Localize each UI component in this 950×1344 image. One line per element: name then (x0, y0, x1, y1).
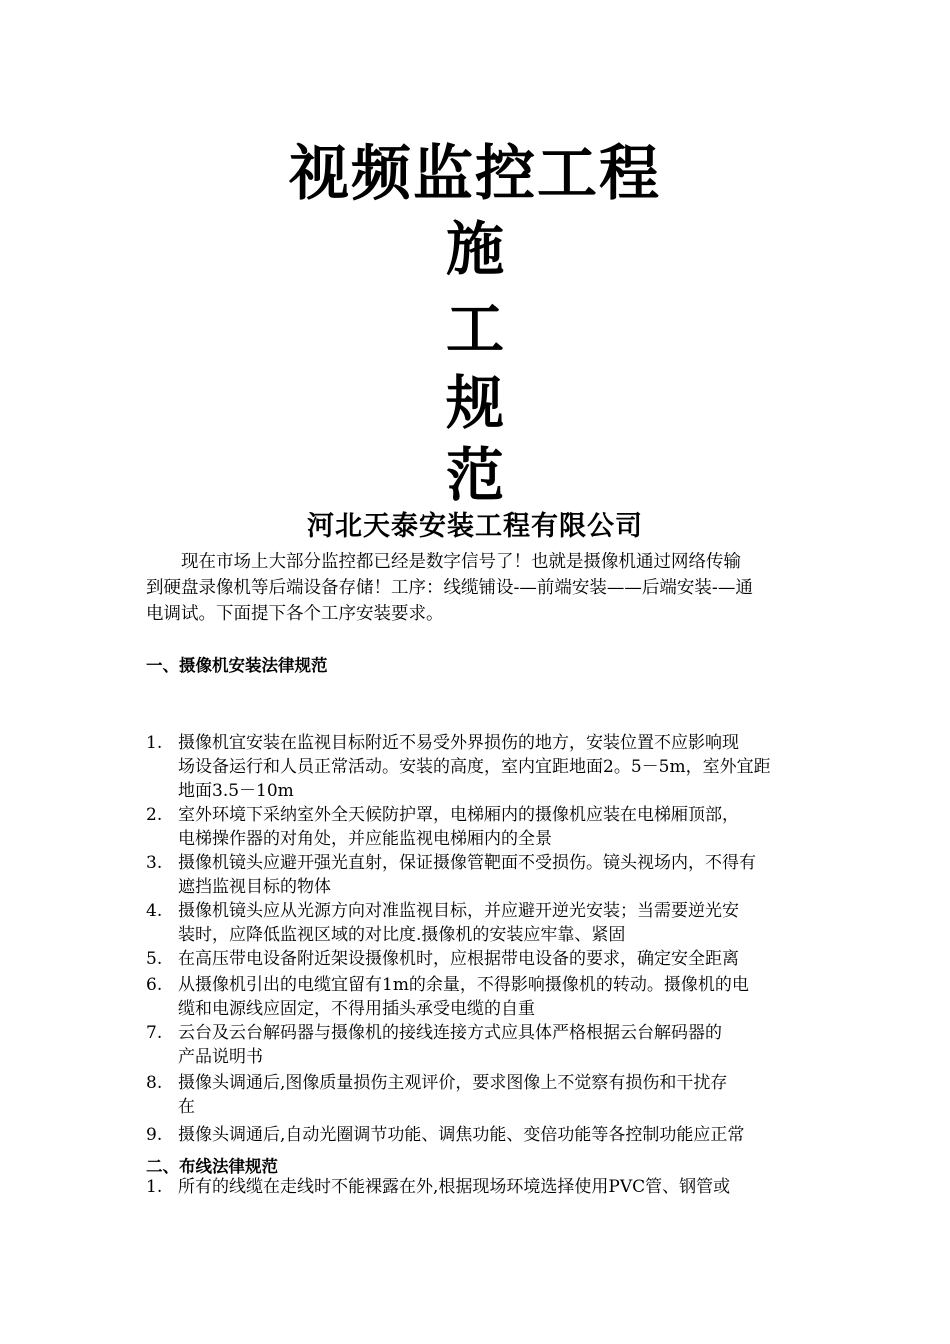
title-char-3: 规 (445, 369, 504, 437)
list-item-text: 从摄像机引出的电缆宜留有1m的余量，不得影响摄像机的转动。摄像机的电 (178, 975, 749, 995)
list-item-text: 遮挡监视目标的物体 (178, 877, 331, 897)
list-item-number: 6. (146, 975, 163, 995)
section-heading-2: 二、布线法律规范 (146, 1157, 278, 1176)
list-item-text: 在 (178, 1097, 195, 1117)
title-char-4: 范 (445, 441, 504, 509)
title-char-2: 工 (445, 295, 504, 363)
list-item-text: 室外环境下采纳室外全天候防护罩，电梯厢内的摄像机应装在电梯厢顶部， (178, 805, 739, 825)
list-item-text: 缆和电源线应固定，不得用插头承受电缆的自重 (178, 999, 535, 1019)
document-title: 视频监控工程 (289, 139, 661, 209)
intro-line-3: 电调试。下面提下各个工序安装要求。 (146, 604, 444, 624)
list-item-text: 摄像头调通后,图像质量损伤主观评价，要求图像上不觉察有损伤和干扰存 (178, 1073, 728, 1093)
list-item-number: 9. (146, 1125, 163, 1145)
list-item-text: 摄像机镜头应从光源方向对准监视目标，并应避开逆光安装；当需要逆光安 (178, 901, 739, 921)
list-item-number: 1. (146, 733, 163, 753)
list-item-text: 在高压带电设备附近架设摄像机时，应根据带电设备的要求，确定安全距离 (178, 949, 739, 969)
list-item-text: 电梯操作器的对角处，并应能监视电梯厢内的全景 (178, 829, 552, 849)
title-char-1: 施 (445, 215, 504, 283)
list-item-number: 2. (146, 805, 163, 825)
list-item-number: 7. (146, 1023, 163, 1043)
intro-line-2: 到硬盘录像机等后端设备存储！工序：线缆铺设-—前端安装——后端安装-—通 (146, 578, 753, 598)
list-item-number: 5. (146, 949, 163, 969)
section-heading-1: 一、摄像机安装法律规范 (146, 656, 328, 675)
list-item-text: 场设备运行和人员正常活动。安装的高度，室内宜距地面2。5－5m，室外宜距 (178, 757, 771, 777)
intro-line-1: 现在市场上大部分监控都已经是数字信号了！也就是摄像机通过网络传输 (181, 552, 741, 572)
list-item-number: 8. (146, 1073, 163, 1093)
list-item-text: 摄像机镜头应避开强光直射，保证摄像管靶面不受损伤。镜头视场内，不得有 (178, 853, 756, 873)
list-item-number: 1. (146, 1177, 163, 1197)
list-item-text: 所有的线缆在走线时不能裸露在外,根据现场环境选择使用PVC管、钢管或 (178, 1177, 731, 1197)
list-item-text: 地面3.5－10m (178, 781, 294, 801)
list-item-text: 产品说明书 (178, 1047, 263, 1067)
list-item-text: 摄像头调通后,自动光圈调节功能、调焦功能、变倍功能等各控制功能应正常 (178, 1125, 745, 1145)
list-item-text: 摄像机宜安装在监视目标附近不易受外界损伤的地方，安装位置不应影响现 (178, 733, 739, 753)
list-item-text: 云台及云台解码器与摄像机的接线连接方式应具体严格根据云台解码器的 (178, 1023, 722, 1043)
list-item-number: 3. (146, 853, 163, 873)
list-item-number: 4. (146, 901, 163, 921)
company-name: 河北天泰安装工程有限公司 (307, 511, 643, 542)
list-item-text: 装时，应降低监视区域的对比度.摄像机的安装应牢靠、紧固 (178, 925, 626, 945)
